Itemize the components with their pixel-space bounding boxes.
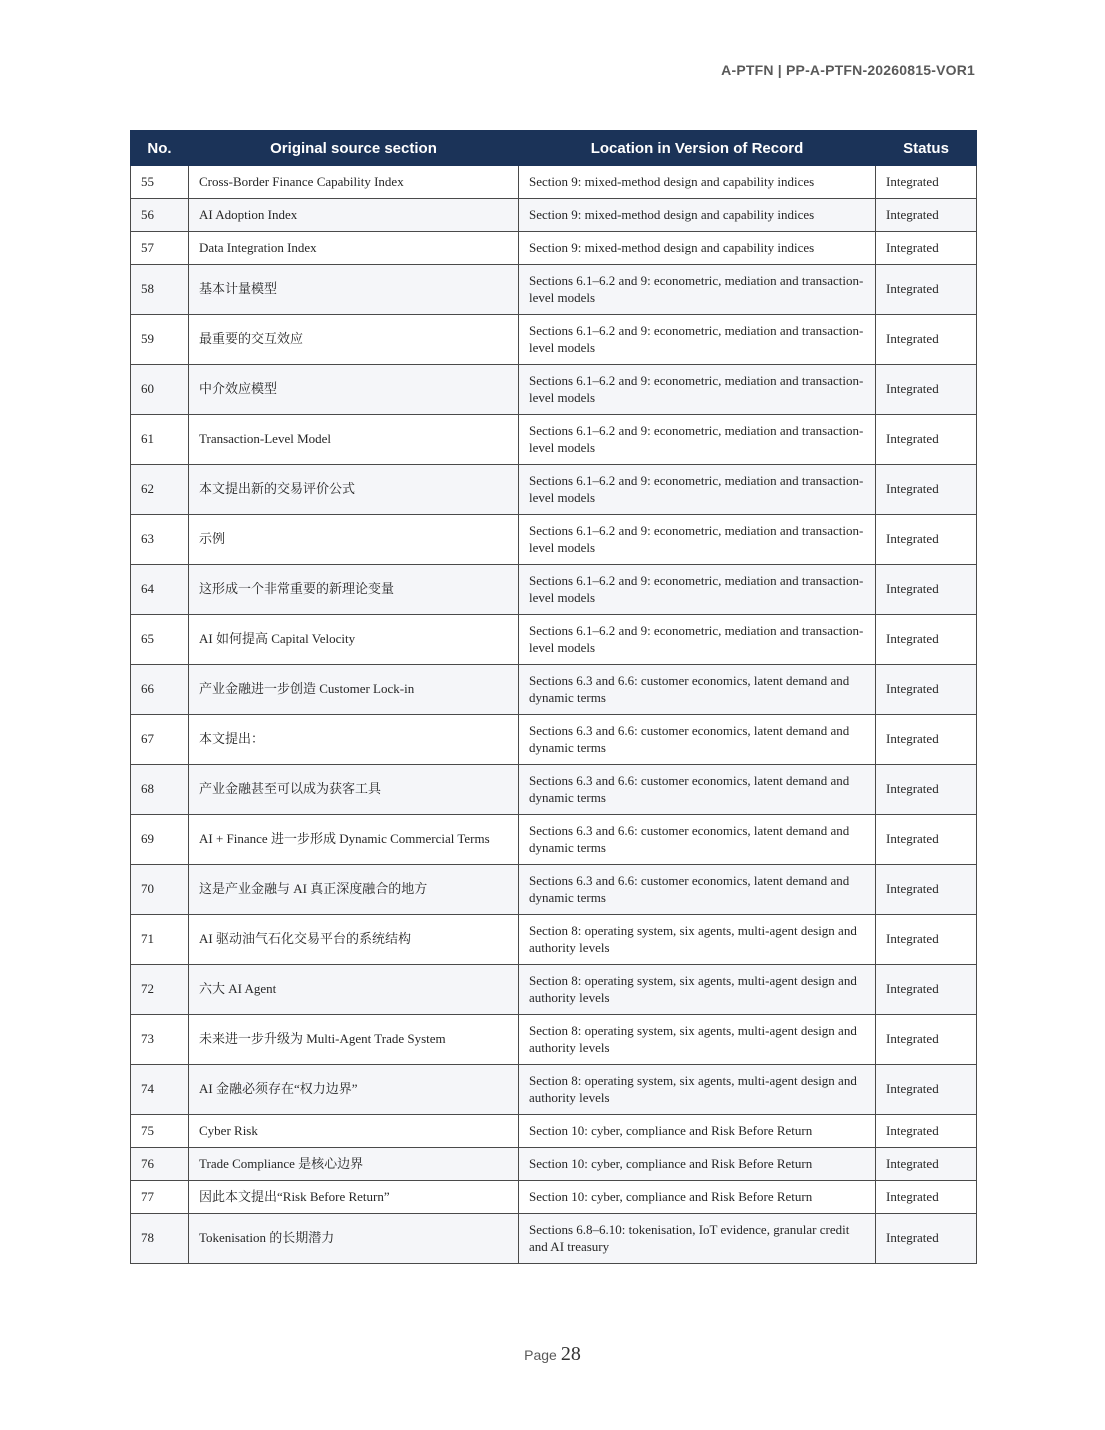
cell-source: Transaction-Level Model [189, 415, 519, 465]
cell-no: 72 [131, 965, 189, 1015]
page-label: Page [524, 1347, 557, 1363]
cell-status: Integrated [876, 1214, 977, 1264]
cell-status: Integrated [876, 715, 977, 765]
cell-no: 61 [131, 415, 189, 465]
cell-no: 70 [131, 865, 189, 915]
cell-source: AI Adoption Index [189, 199, 519, 232]
cell-location: Sections 6.3 and 6.6: customer economics, latent demand and dynamic terms [519, 765, 876, 815]
cell-source: 这是产业金融与 AI 真正深度融合的地方 [189, 865, 519, 915]
cell-status: Integrated [876, 1065, 977, 1115]
cell-status: Integrated [876, 365, 977, 415]
cell-no: 56 [131, 199, 189, 232]
cell-location: Section 10: cyber, compliance and Risk Before Return [519, 1148, 876, 1181]
cell-location: Section 10: cyber, compliance and Risk Before Return [519, 1115, 876, 1148]
cell-status: Integrated [876, 232, 977, 265]
cell-status: Integrated [876, 515, 977, 565]
cell-location: Sections 6.3 and 6.6: customer economics, latent demand and dynamic terms [519, 715, 876, 765]
page-footer [0, 1343, 1105, 1366]
cell-no: 62 [131, 465, 189, 515]
source-mapping-table [130, 130, 977, 1264]
table-row [131, 1115, 977, 1148]
cell-status: Integrated [876, 315, 977, 365]
cell-location: Section 8: operating system, six agents, multi-agent design and authority levels [519, 965, 876, 1015]
table-row [131, 265, 977, 315]
document-reference: A-PTFN | PP-A-PTFN-20260815-VOR1 [721, 62, 975, 78]
cell-source: 中介效应模型 [189, 365, 519, 415]
cell-no: 75 [131, 1115, 189, 1148]
cell-status: Integrated [876, 1015, 977, 1065]
table-row [131, 565, 977, 615]
cell-source: 这形成一个非常重要的新理论变量 [189, 565, 519, 615]
cell-status: Integrated [876, 415, 977, 465]
cell-source: 六大 AI Agent [189, 965, 519, 1015]
cell-no: 63 [131, 515, 189, 565]
cell-no: 69 [131, 815, 189, 865]
table-row [131, 365, 977, 415]
table-row [131, 199, 977, 232]
cell-status: Integrated [876, 915, 977, 965]
cell-source: AI 如何提高 Capital Velocity [189, 615, 519, 665]
cell-status: Integrated [876, 865, 977, 915]
table-row [131, 665, 977, 715]
cell-no: 76 [131, 1148, 189, 1181]
page-number: 28 [560, 1343, 581, 1365]
cell-status: Integrated [876, 1148, 977, 1181]
cell-source: 最重要的交互效应 [189, 315, 519, 365]
cell-no: 57 [131, 232, 189, 265]
cell-status: Integrated [876, 1115, 977, 1148]
cell-location: Sections 6.1–6.2 and 9: econometric, mediation and transaction-level models [519, 465, 876, 515]
cell-location: Section 9: mixed-method design and capability indices [519, 199, 876, 232]
cell-location: Sections 6.3 and 6.6: customer economics, latent demand and dynamic terms [519, 815, 876, 865]
cell-status: Integrated [876, 1181, 977, 1214]
cell-no: 58 [131, 265, 189, 315]
cell-location: Sections 6.3 and 6.6: customer economics, latent demand and dynamic terms [519, 665, 876, 715]
cell-source: 未来进一步升级为 Multi-Agent Trade System [189, 1015, 519, 1065]
cell-source: 产业金融进一步创造 Customer Lock-in [189, 665, 519, 715]
table-row [131, 415, 977, 465]
cell-source: Tokenisation 的长期潜力 [189, 1214, 519, 1264]
cell-location: Section 9: mixed-method design and capability indices [519, 166, 876, 199]
cell-no: 71 [131, 915, 189, 965]
cell-location: Sections 6.1–6.2 and 9: econometric, mediation and transaction-level models [519, 415, 876, 465]
cell-source: 因此本文提出“Risk Before Return” [189, 1181, 519, 1214]
cell-source: 示例 [189, 515, 519, 565]
cell-no: 77 [131, 1181, 189, 1214]
cell-status: Integrated [876, 199, 977, 232]
cell-source: 本文提出： [189, 715, 519, 765]
cell-status: Integrated [876, 565, 977, 615]
cell-no: 66 [131, 665, 189, 715]
column-header-status: Status [876, 131, 977, 166]
cell-status: Integrated [876, 665, 977, 715]
table-row [131, 865, 977, 915]
cell-location: Section 9: mixed-method design and capability indices [519, 232, 876, 265]
cell-location: Sections 6.1–6.2 and 9: econometric, mediation and transaction-level models [519, 515, 876, 565]
column-header-no: No. [131, 131, 189, 166]
cell-location: Sections 6.1–6.2 and 9: econometric, mediation and transaction-level models [519, 565, 876, 615]
column-header-source: Original source section [189, 131, 519, 166]
table-row [131, 465, 977, 515]
cell-no: 73 [131, 1015, 189, 1065]
cell-source: AI 驱动油气石化交易平台的系统结构 [189, 915, 519, 965]
cell-location: Section 8: operating system, six agents, multi-agent design and authority levels [519, 915, 876, 965]
table-row [131, 765, 977, 815]
cell-status: Integrated [876, 815, 977, 865]
cell-location: Sections 6.1–6.2 and 9: econometric, mediation and transaction-level models [519, 265, 876, 315]
cell-no: 68 [131, 765, 189, 815]
cell-location: Sections 6.1–6.2 and 9: econometric, mediation and transaction-level models [519, 615, 876, 665]
cell-no: 60 [131, 365, 189, 415]
cell-no: 74 [131, 1065, 189, 1115]
cell-status: Integrated [876, 465, 977, 515]
table-row [131, 232, 977, 265]
cell-location: Sections 6.1–6.2 and 9: econometric, mediation and transaction-level models [519, 315, 876, 365]
cell-no: 59 [131, 315, 189, 365]
cell-status: Integrated [876, 166, 977, 199]
cell-status: Integrated [876, 265, 977, 315]
cell-source: Trade Compliance 是核心边界 [189, 1148, 519, 1181]
table-row [131, 515, 977, 565]
cell-no: 78 [131, 1214, 189, 1264]
table-row [131, 1015, 977, 1065]
cell-status: Integrated [876, 615, 977, 665]
cell-status: Integrated [876, 965, 977, 1015]
table-row [131, 615, 977, 665]
table-row [131, 965, 977, 1015]
cell-source: AI 金融必须存在“权力边界” [189, 1065, 519, 1115]
table-row [131, 915, 977, 965]
table-row [131, 1148, 977, 1181]
table-row [131, 315, 977, 365]
table-row [131, 1214, 977, 1264]
cell-location: Section 8: operating system, six agents, multi-agent design and authority levels [519, 1015, 876, 1065]
cell-no: 55 [131, 166, 189, 199]
cell-location: Section 10: cyber, compliance and Risk Before Return [519, 1181, 876, 1214]
cell-location: Sections 6.3 and 6.6: customer economics, latent demand and dynamic terms [519, 865, 876, 915]
cell-source: Data Integration Index [189, 232, 519, 265]
cell-no: 64 [131, 565, 189, 615]
table-row [131, 715, 977, 765]
table-row [131, 1181, 977, 1214]
cell-source: Cyber Risk [189, 1115, 519, 1148]
table-header-row [131, 131, 977, 166]
cell-location: Sections 6.8–6.10: tokenisation, IoT evidence, granular credit and AI treasury [519, 1214, 876, 1264]
cell-no: 65 [131, 615, 189, 665]
table-row [131, 815, 977, 865]
cell-no: 67 [131, 715, 189, 765]
cell-status: Integrated [876, 765, 977, 815]
cell-location: Sections 6.1–6.2 and 9: econometric, mediation and transaction-level models [519, 365, 876, 415]
cell-source: Cross-Border Finance Capability Index [189, 166, 519, 199]
table-body [131, 166, 977, 1264]
cell-location: Section 8: operating system, six agents, multi-agent design and authority levels [519, 1065, 876, 1115]
cell-source: 产业金融甚至可以成为获客工具 [189, 765, 519, 815]
cell-source: 基本计量模型 [189, 265, 519, 315]
column-header-location: Location in Version of Record [519, 131, 876, 166]
table-row [131, 166, 977, 199]
cell-source: 本文提出新的交易评价公式 [189, 465, 519, 515]
table-row [131, 1065, 977, 1115]
cell-source: AI + Finance 进一步形成 Dynamic Commercial Terms [189, 815, 519, 865]
